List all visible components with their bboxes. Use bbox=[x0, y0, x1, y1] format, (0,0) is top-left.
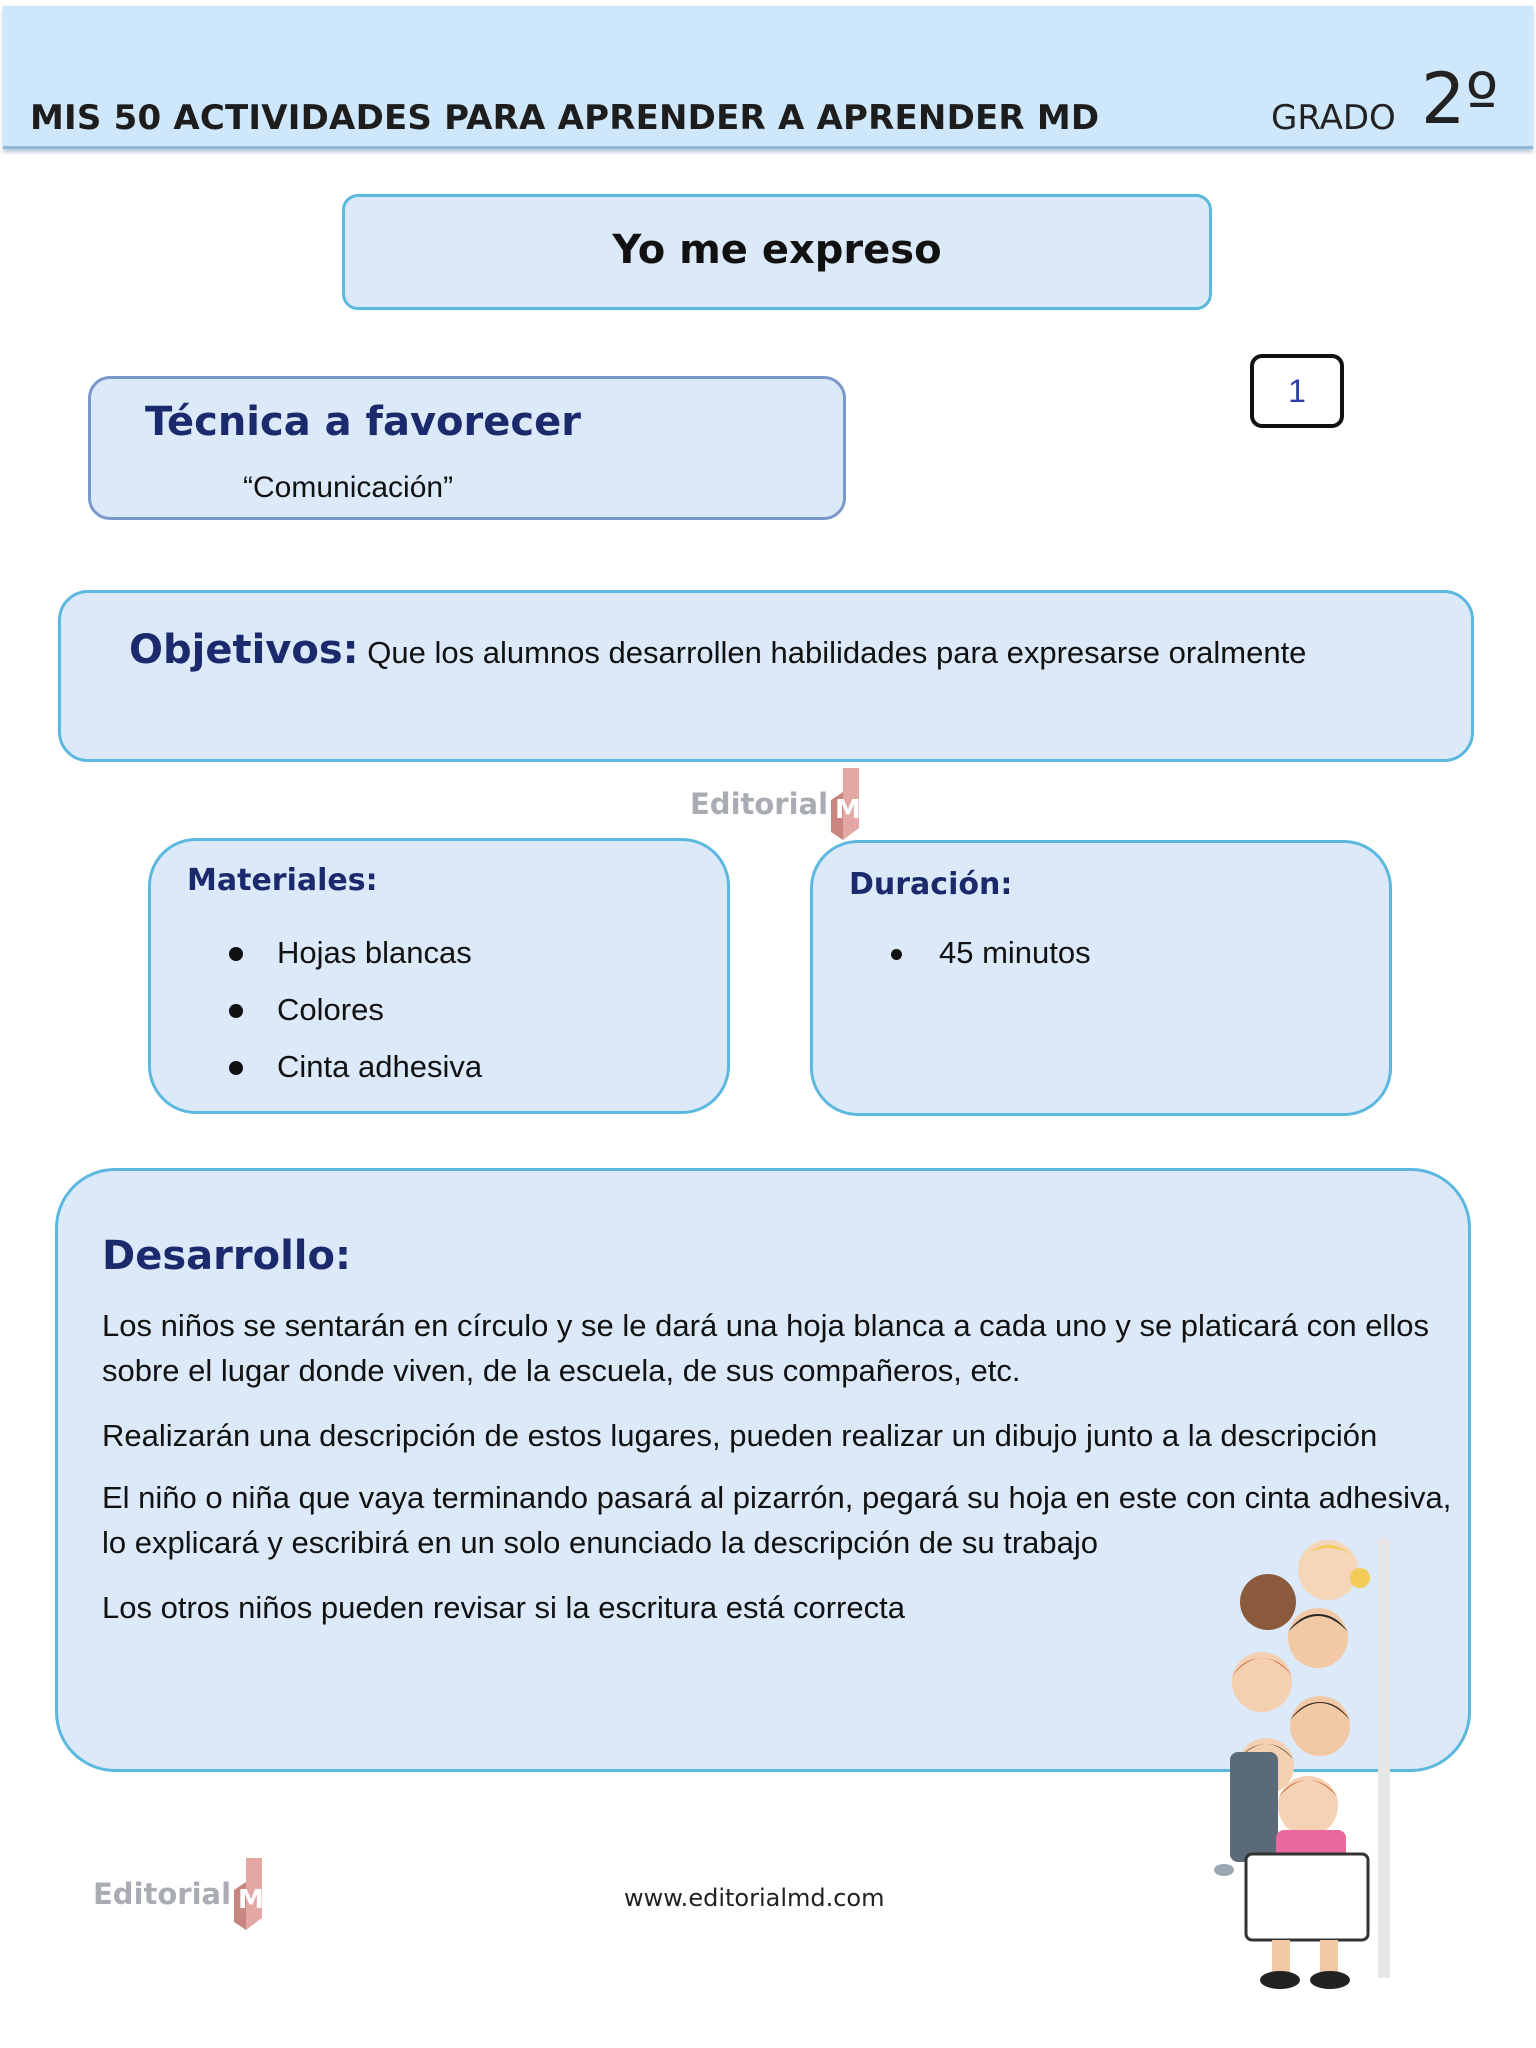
bullet-icon bbox=[229, 947, 243, 961]
objetivos-box bbox=[58, 590, 1474, 762]
objetivos-label: Objetivos: bbox=[129, 627, 359, 673]
list-item: 45 minutos bbox=[889, 933, 1091, 990]
duracion-label: Duración: bbox=[849, 867, 1013, 902]
list-item: Colores bbox=[227, 990, 482, 1047]
list-item: Cinta adhesiva bbox=[227, 1047, 482, 1104]
desarrollo-label: Desarrollo: bbox=[102, 1233, 351, 1279]
activity-number-badge: 1 bbox=[1250, 354, 1344, 428]
duracion-list bbox=[889, 933, 1091, 990]
editorial-watermark-footer bbox=[93, 1856, 294, 1932]
page-header bbox=[3, 6, 1533, 149]
materiales-box bbox=[148, 838, 730, 1114]
desarrollo-paragraph: Los niños se sentarán en círculo y se le dará una hoja blanca a cada uno y se platicará con ellos sobre el lugar donde viven, de la escuela, de sus compañeros, etc. bbox=[102, 1308, 1429, 1388]
duracion-box bbox=[810, 840, 1392, 1116]
objetivos-line bbox=[129, 627, 1306, 673]
grado-label: GRADO bbox=[1271, 98, 1396, 138]
tecnica-label: Técnica a favorecer bbox=[145, 399, 581, 445]
materiales-label: Materiales: bbox=[187, 863, 378, 898]
activity-title: Yo me expreso bbox=[612, 227, 942, 273]
footer-website: www.editorialmd.com bbox=[624, 1884, 885, 1912]
editorial-md-logo-icon bbox=[232, 1856, 294, 1932]
header-title: MIS 50 ACTIVIDADES PARA APRENDER A APRENDER MD bbox=[30, 98, 1100, 138]
desarrollo-paragraph: Realizarán una descripción de estos lugares, pueden realizar un dibujo junto a la descripción bbox=[102, 1418, 1378, 1453]
editorial-md-logo-icon bbox=[829, 766, 891, 842]
children-holding-sign-illustration bbox=[1210, 1530, 1390, 2000]
activity-title-box bbox=[342, 194, 1212, 310]
list-item: Hojas blancas bbox=[227, 933, 482, 990]
tecnica-value: “Comunicación” bbox=[243, 471, 454, 504]
grado-value: 2º bbox=[1421, 58, 1499, 140]
bullet-icon bbox=[229, 1061, 243, 1075]
materiales-list bbox=[227, 933, 482, 1104]
tecnica-box bbox=[88, 376, 846, 520]
watermark-text: Editorial bbox=[690, 787, 829, 821]
editorial-watermark bbox=[690, 766, 891, 842]
bullet-icon bbox=[229, 1004, 243, 1018]
watermark-text: Editorial bbox=[93, 1877, 232, 1911]
desarrollo-paragraph: El niño o niña que vaya terminando pasará al pizarrón, pegará su hoja en este con cinta adhesiva, lo explicará y escribirá en un solo enunciado la descripción de su trabajo bbox=[102, 1480, 1452, 1560]
bullet-icon bbox=[891, 949, 902, 960]
desarrollo-paragraph: Los otros niños pueden revisar si la escritura está correcta bbox=[102, 1590, 905, 1625]
svg-text:MD: MD bbox=[834, 795, 882, 825]
objetivos-text: Que los alumnos desarrollen habilidades para expresarse oralmente bbox=[358, 635, 1307, 670]
svg-text:MD: MD bbox=[237, 1885, 285, 1915]
